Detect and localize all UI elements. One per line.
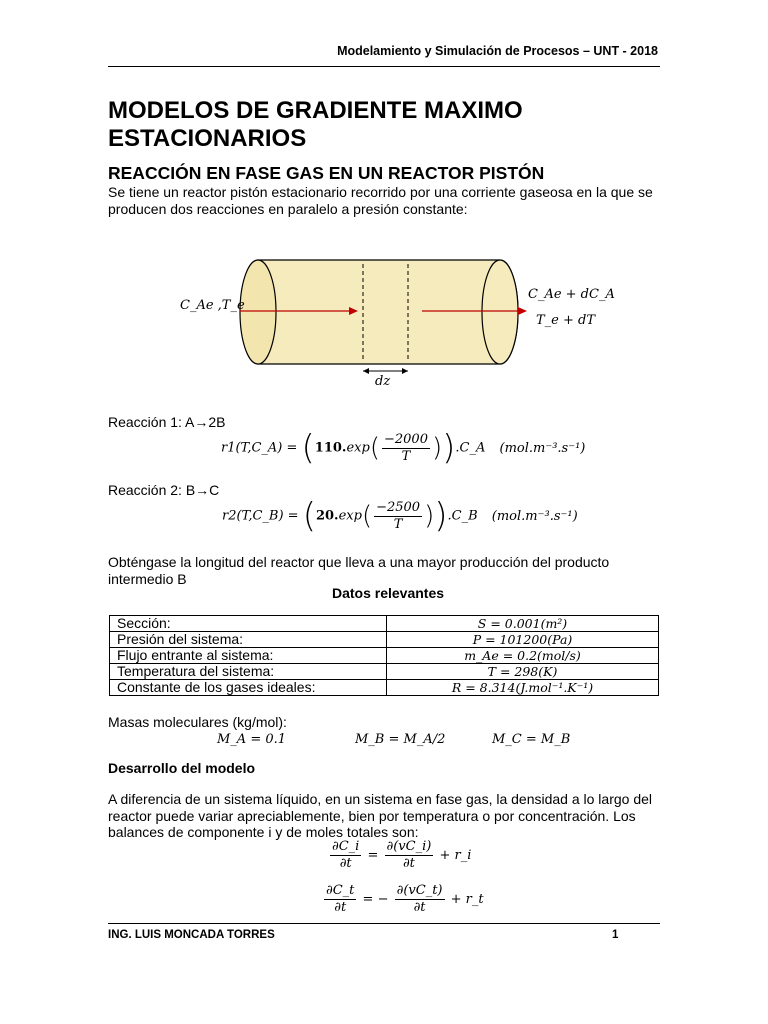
reactor-inlet-face [240,260,276,364]
reaction-term: + r_i [439,848,472,863]
lhs-denominator: ∂t [334,900,347,915]
rate-2-units: (mol.m⁻³.s⁻¹) [491,508,578,524]
table-cell-value: S = 0.001(m²) [387,616,659,632]
footer-author: ING. LUIS MONCADA TORRES [108,929,275,941]
rhs-fraction [385,839,434,872]
paren-open: ( [361,501,373,531]
table-row [110,680,659,696]
rate-1-lhs: r1(T,C_A) = [221,440,298,456]
intro-paragraph: Se tiene un reactor pistón estacionario recorrido por una corriente gaseosa en la que se producen dos reacciones en paralelo a presión constante: [108,184,653,217]
paren-close: ) [424,501,435,531]
lhs-denominator: ∂t [339,856,352,871]
paren-open: ( [301,428,315,468]
lhs-numerator: ∂C_t [326,883,355,898]
reaction-2-rate-equation [222,496,578,536]
reactor-outlet-face [482,260,518,364]
rhs-denominator: ∂t [413,900,426,915]
equals-minus-sign: = − [362,892,389,907]
exponent-denominator: T [401,448,411,464]
component-balance-equation [328,839,471,872]
rhs-numerator: ∂(vC_t) [396,883,443,898]
rate-1-coefficient: 110. [314,440,347,456]
paren-close: ) [431,433,443,463]
table-cell-value: T = 298(K) [387,664,659,680]
outlet-concentration-label: C_Ae + dC_A [528,287,615,302]
outlet-arrowhead [518,307,527,315]
development-paragraph: A diferencia de un sistema líquido, en un sistema en fase gas, la densidad a lo largo del reactor puede variar apreciablemente, bien por temperatura o por concentración. Los balances de componente i y de moles totales son: [108,791,653,840]
table-row [110,616,659,632]
table-cell-value: R = 8.314(J.mol⁻¹.K⁻¹) [387,680,659,696]
lhs-fraction [330,839,361,872]
reaction-2-label: Reacción 2: B→C [108,482,220,498]
rate-2-concentration: .C_B [447,508,478,524]
table-row [110,648,659,664]
mass-c: M_C = M_B [492,732,571,747]
table-cell-label: Sección: [110,616,387,632]
table-cell-label: Temperatura del sistema: [110,664,387,680]
footer-divider [108,923,660,924]
page-number: 1 [612,929,619,941]
outlet-temperature-label: T_e + dT [536,313,596,328]
table-row [110,632,659,648]
exponent-fraction [382,432,430,465]
total-moles-balance-equation [322,883,484,916]
table-cell-label: Presión del sistema: [110,632,387,648]
section-title: REACCIÓN EN FASE GAS EN UN REACTOR PISTÓN [108,163,545,183]
lhs-numerator: ∂C_i [332,839,360,854]
exponent-numerator: −2000 [383,431,428,447]
paren-close: ) [434,496,448,536]
rate-2-lhs: r2(T,C_B) = [222,508,299,524]
question-paragraph: Obténgase la longitud del reactor que lleva a una mayor producción del producto intermedio B [108,554,610,587]
lhs-fraction [324,883,356,916]
document-title: MODELOS DE GRADIENTE MAXIMO ESTACIONARIOS [108,97,523,152]
inlet-label: C_Ae ,T_e [180,298,245,313]
table-title: Datos relevantes [331,585,445,601]
table-cell-label: Constante de los gases ideales: [110,680,387,696]
table-cell-label: Flujo entrante al sistema: [110,648,387,664]
rate-1-concentration: .C_A [455,440,486,456]
exp-function: exp [346,440,370,456]
dz-label: dz [375,374,391,389]
paren-open: ( [302,496,316,536]
rhs-denominator: ∂t [402,856,415,871]
table-cell-value: P = 101200(Pa) [387,632,659,648]
table-row [110,664,659,680]
paren-close: ) [442,428,456,468]
mass-b: M_B = M_A/2 [355,732,446,747]
exponent-fraction [374,500,422,533]
exponent-denominator: T [393,516,403,532]
rhs-fraction [395,883,445,916]
development-heading: Desarrollo del modelo [108,760,256,776]
dz-arrowhead-right [402,368,408,374]
reaction-1-label: Reacción 1: A→2B [108,414,226,430]
data-table [109,615,659,696]
exp-function: exp [338,508,362,524]
equals-sign: = [367,848,379,863]
reaction-1-rate-equation [221,428,585,468]
molecular-masses-label: Masas moleculares (kg/mol): [108,714,287,730]
mass-a: M_A = 0.1 [217,732,287,747]
table-cell-value: m_Ae = 0.2(mol/s) [387,648,659,664]
reaction-term: + r_t [450,892,484,907]
rhs-numerator: ∂(vC_i) [386,839,432,854]
dz-arrowhead-left [363,368,369,374]
exponent-numerator: −2500 [376,499,421,515]
header-divider [108,66,660,67]
reactor-body [258,260,518,364]
paren-open: ( [369,433,380,463]
running-header: Modelamiento y Simulación de Procesos – UNT - 2018 [337,44,658,58]
rate-1-units: (mol.m⁻³.s⁻¹) [499,440,586,456]
rate-2-coefficient: 20. [315,508,339,524]
